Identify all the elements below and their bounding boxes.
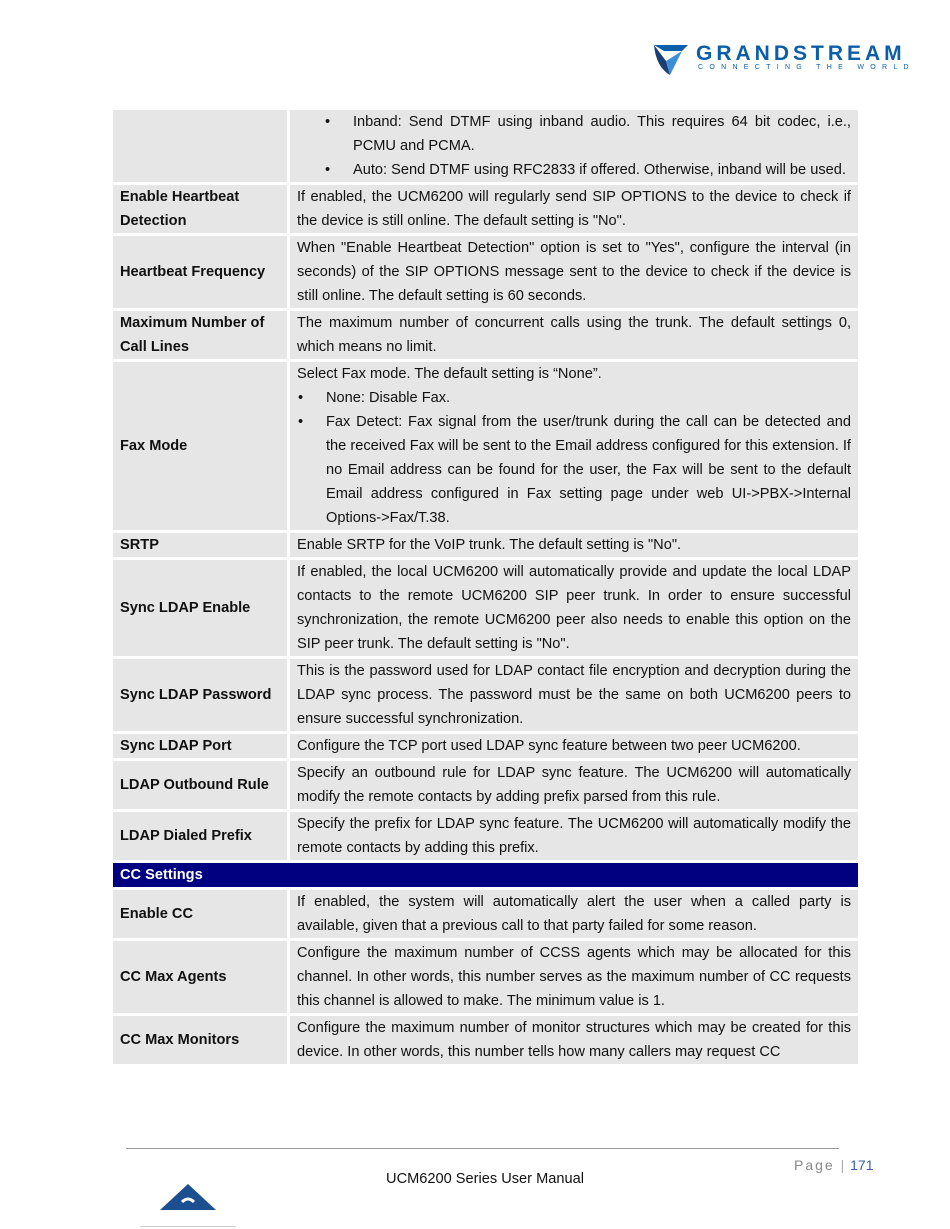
setting-description-cell — [290, 362, 858, 530]
setting-description-cell — [290, 761, 858, 809]
table-row — [113, 533, 858, 557]
setting-description: If enabled, the system will automatically alert the user when a called party is available, given that a previous call to that party failed for some reason. — [297, 894, 851, 934]
setting-description-cell — [290, 185, 858, 233]
table-row — [113, 890, 858, 938]
setting-description: Configure the TCP port used LDAP sync feature between two peer UCM6200. — [297, 738, 801, 754]
setting-description: When "Enable Heartbeat Detection" option is set to "Yes", configure the interval (in seconds) of the SIP OPTIONS message sent to the device to check if the device is still online. The default setting is 60 seconds. — [297, 240, 851, 304]
setting-description-cell — [290, 812, 858, 860]
setting-description-cell — [290, 236, 858, 308]
list-item: • Auto: Send DTMF using RFC2833 if offered. Otherwise, inband will be used. — [297, 158, 851, 182]
list-item: • Inband: Send DTMF using inband audio. This requires 64 bit codec, i.e., PCMU and PCMA. — [297, 110, 851, 158]
grandstream-footer-icon — [160, 1184, 216, 1210]
dtmf-mode-list — [297, 110, 851, 182]
setting-name: Sync LDAP Enable — [113, 560, 287, 656]
setting-name: Maximum Number of Call Lines — [113, 311, 287, 359]
setting-name: Sync LDAP Password — [113, 659, 287, 731]
table-row — [113, 560, 858, 656]
grandstream-logo-icon — [652, 41, 690, 77]
setting-description: Select Fax mode. The default setting is “None”. — [297, 366, 602, 382]
setting-name: Heartbeat Frequency — [113, 236, 287, 308]
page-separator: | — [840, 1157, 845, 1173]
setting-description-cell — [290, 890, 858, 938]
setting-description-cell — [290, 659, 858, 731]
setting-name: Sync LDAP Port — [113, 734, 287, 758]
table-row — [113, 236, 858, 308]
table-row — [113, 311, 858, 359]
setting-description: Configure the maximum number of CCSS agents which may be allocated for this channel. In other words, this number serves as the maximum number of CC requests this channel is allowed to make. The minimum value is 1. — [297, 945, 851, 1009]
setting-name: Enable CC — [113, 890, 287, 938]
table-row — [113, 761, 858, 809]
table-row — [113, 941, 858, 1013]
table-row — [113, 812, 858, 860]
manual-title: UCM6200 Series User Manual — [386, 1171, 584, 1187]
page-label: Page — [794, 1157, 835, 1173]
list-item: • Fax Detect: Fax signal from the user/trunk during the call can be detected and the received Fax will be sent to the Email address configured for this extension. If no Email address can be found for the user, the Fax will be sent to the default Email address configured in Fax setting page under web UI->PBX->Internal Options->Fax/T.38. — [297, 410, 851, 530]
setting-description: If enabled, the UCM6200 will regularly send SIP OPTIONS to the device to check if the device is still online. The default setting is "No". — [297, 189, 851, 229]
setting-description-cell — [290, 110, 858, 182]
page-number-value: 171 — [850, 1157, 874, 1173]
setting-description-cell — [290, 941, 858, 1013]
setting-description-cell — [290, 734, 858, 758]
setting-description-cell — [290, 533, 858, 557]
brand-name: GRANDSTREAM — [696, 42, 906, 65]
setting-description: If enabled, the local UCM6200 will automatically provide and update the local LDAP contacts to the remote UCM6200 SIP peer trunk. In order to ensure successful synchronization, the remote UCM6200 peer also needs to enable this option on the SIP peer trunk. The default setting is "No". — [297, 564, 851, 652]
setting-name: CC Max Monitors — [113, 1016, 287, 1064]
settings-table — [110, 107, 861, 1067]
setting-description-cell — [290, 560, 858, 656]
setting-name: CC Max Agents — [113, 941, 287, 1013]
table-row — [113, 362, 858, 530]
footer-rule — [140, 1226, 236, 1227]
setting-description-cell — [290, 1016, 858, 1064]
setting-name-cell — [113, 110, 287, 182]
option-list — [297, 386, 851, 530]
setting-description: This is the password used for LDAP contact file encryption and decryption during the LDAP sync process. The password must be the same on both UCM6200 peers to ensure successful synchronization. — [297, 663, 851, 727]
setting-description: Specify an outbound rule for LDAP sync feature. The UCM6200 will automatically modify the remote contacts by adding prefix parsed from this rule. — [297, 765, 851, 805]
setting-name: Enable Heartbeat Detection — [113, 185, 287, 233]
list-item: • None: Disable Fax. — [297, 386, 851, 410]
setting-description-cell — [290, 311, 858, 359]
setting-description: Configure the maximum number of monitor structures which may be created for this device. In other words, this number tells how many callers may request CC — [297, 1020, 851, 1060]
table-row — [113, 185, 858, 233]
setting-name: LDAP Dialed Prefix — [113, 812, 287, 860]
footer-divider — [126, 1148, 839, 1149]
setting-name: SRTP — [113, 533, 287, 557]
setting-description: Specify the prefix for LDAP sync feature. The UCM6200 will automatically modify the remote contacts by adding this prefix. — [297, 816, 851, 856]
section-title: CC Settings — [113, 863, 858, 887]
setting-description: Enable SRTP for the VoIP trunk. The default setting is "No". — [297, 537, 682, 553]
table-row — [113, 1016, 858, 1064]
setting-description: The maximum number of concurrent calls using the trunk. The default settings 0, which means no limit. — [297, 315, 851, 355]
section-header-row — [113, 863, 858, 887]
table-row — [113, 110, 858, 182]
grandstream-logo — [652, 40, 915, 78]
setting-name: Fax Mode — [113, 362, 287, 530]
table-row — [113, 659, 858, 731]
table-row — [113, 734, 858, 758]
setting-name: LDAP Outbound Rule — [113, 761, 287, 809]
brand-tagline: CONNECTING THE WORLD — [698, 64, 915, 71]
